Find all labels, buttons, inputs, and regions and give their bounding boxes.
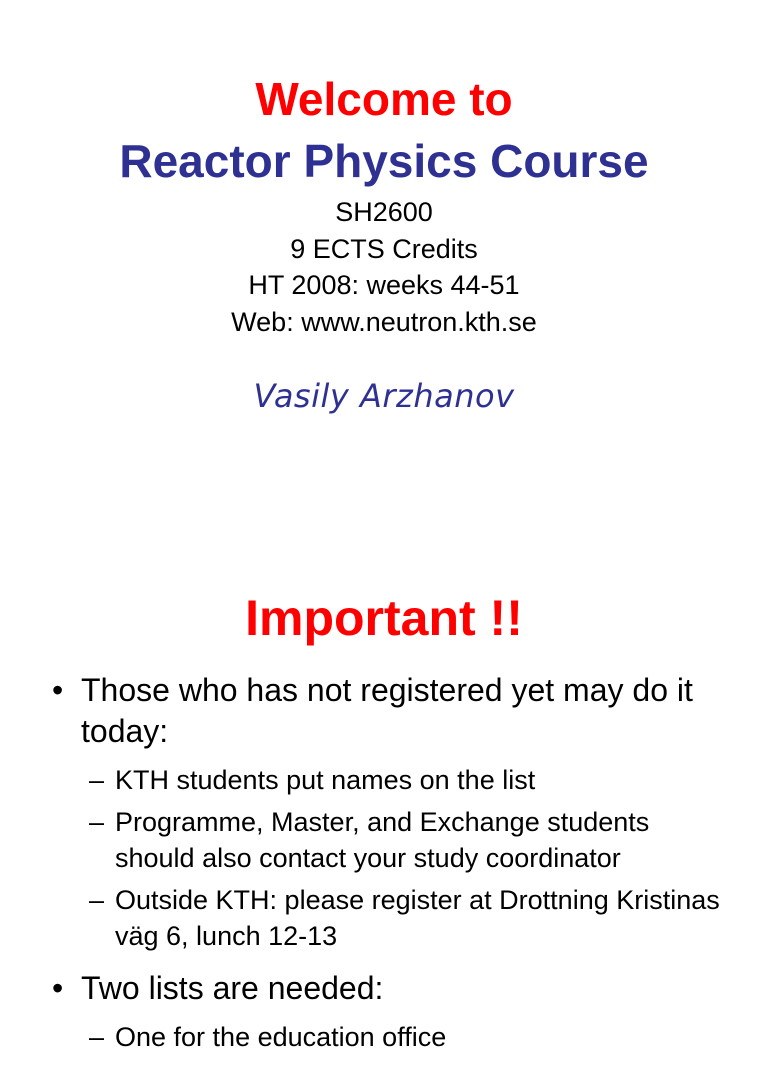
dash-icon: – xyxy=(89,765,105,795)
bullet-icon: • xyxy=(52,672,64,708)
sub-item-text: Outside KTH: please register at Drottning Kristinas väg 6, lunch 12-13 xyxy=(115,885,720,951)
bullet-list xyxy=(0,670,768,1069)
bullet-icon: • xyxy=(52,970,64,1006)
bullet-item xyxy=(0,670,768,752)
sub-item xyxy=(0,804,768,876)
sub-item-text: One for the education office xyxy=(115,1022,447,1052)
course-title: Reactor Physics Course xyxy=(119,135,649,187)
sub-item-text: KTH students put names on the list xyxy=(115,765,536,795)
dash-icon: – xyxy=(89,885,105,915)
sub-item xyxy=(0,762,768,798)
sub-item xyxy=(0,882,768,954)
sub-list xyxy=(0,762,768,954)
author-name: Vasily Arzhanov xyxy=(253,377,515,415)
dash-icon: – xyxy=(89,807,105,837)
welcome-title: Welcome to xyxy=(255,73,513,125)
course-info xyxy=(0,194,768,340)
bullet-item xyxy=(0,968,768,1009)
bullet-text: Two lists are needed: xyxy=(81,970,384,1006)
course-code: SH2600 xyxy=(335,197,433,227)
course-term: HT 2008: weeks 44-51 xyxy=(248,270,520,300)
course-credits: 9 ECTS Credits xyxy=(290,233,478,264)
important-title: Important !! xyxy=(245,590,523,646)
sub-item-text: Programme, Master, and Exchange students should also contact your study coordinator xyxy=(115,807,650,873)
course-web: Web: www.neutron.kth.se xyxy=(231,306,537,337)
sub-item xyxy=(0,1019,768,1055)
bullet-text: Those who has not registered yet may do it today: xyxy=(81,672,693,749)
sub-list xyxy=(0,1019,768,1055)
dash-icon: – xyxy=(89,1022,105,1052)
important-slide xyxy=(0,540,768,1052)
